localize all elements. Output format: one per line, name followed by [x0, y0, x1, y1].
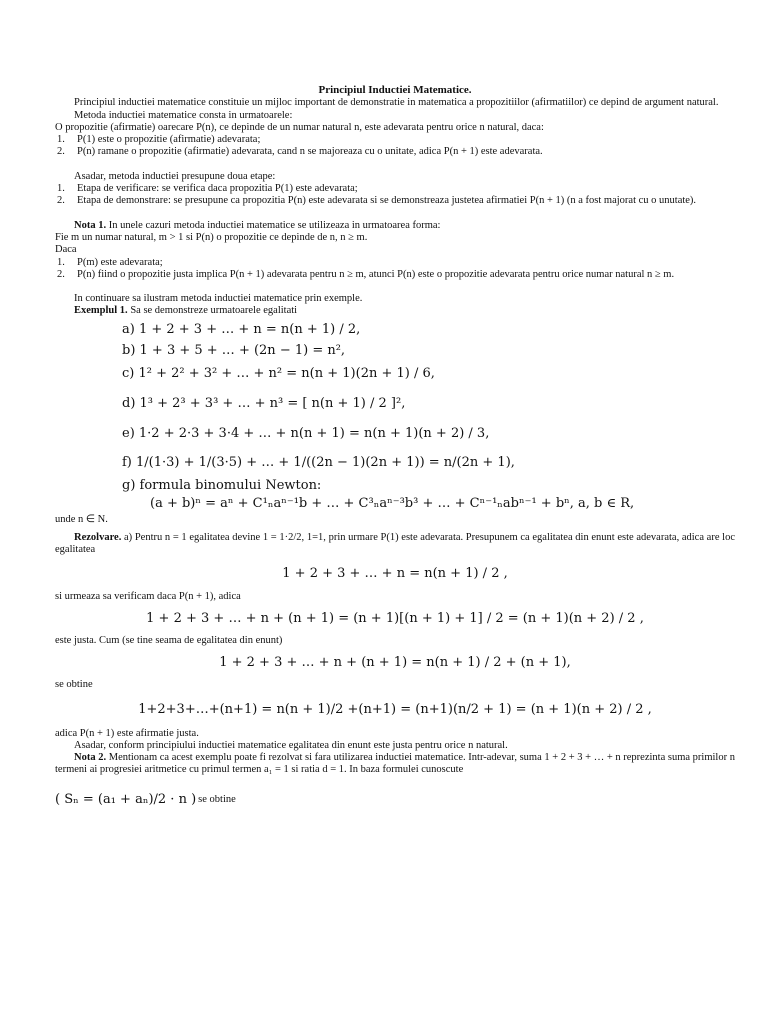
method-list — [55, 134, 735, 159]
example1-heading — [55, 305, 735, 317]
formula-5-row — [55, 777, 735, 807]
method-intro: Metoda inductiei matematice consta in urmatoarele: — [74, 109, 293, 121]
rezolvare-paragraph — [55, 532, 735, 557]
list-item-text: Etapa de verificare: se verifica daca propozitia P(1) este adevarata; — [77, 183, 358, 195]
binomial-formula: (a + b)ⁿ = aⁿ + C¹ₙaⁿ⁻¹b + … + C³ₙaⁿ⁻³b³ + … + Cⁿ⁻¹ₙabⁿ⁻¹ + bⁿ, a, b ∈ R, — [150, 495, 635, 511]
conclusion-line: Asadar, conform principiului inductiei matematice egalitatea din enunt este justa pentru orice n natural. — [74, 739, 508, 751]
equation-b: b) 1 + 3 + 5 + … + (2n − 1) = n², — [122, 342, 346, 358]
nota2-text: Mentionam ca acest exemplu poate fi rezolvat si fara utilizarea inductiei matematice. Intr-adevar, suma 1 + 2 + 3 + … + n reprezinta suma primilor n termeni ai progresiei aritmetice cu primul termen a₁ = 1 si ratia d = 1. In baza formulei cunoscute — [55, 752, 735, 776]
formula-4: 1+2+3+…+(n+1) = n(n + 1)/2 +(n+1) = (n+1)(n/2 + 1) = (n + 1)(n + 2) / 2 , — [138, 701, 652, 717]
text-line: si urmeaza sa verificam daca P(n + 1), adica — [55, 590, 241, 602]
equation-d: d) 1³ + 2³ + 3³ + … + n³ = [ n(n + 1) / 2 ]², — [122, 395, 406, 411]
equation-list — [122, 318, 735, 514]
example1-text: Sa se demonstreze urmatoarele egalitati — [127, 305, 298, 317]
steps-intro: Asadar, metoda inductiei presupune doua etape: — [74, 170, 276, 182]
nota1-paragraph — [55, 220, 735, 232]
equation-g-label: g) formula binomului Newton: — [122, 477, 322, 493]
nota2-label: Nota 2. — [74, 752, 107, 764]
nota1-line2: Fie m un numar natural, m > 1 si P(n) o propozitie ce depinde de n, n ≥ m. — [55, 231, 368, 243]
list-item-text: P(1) este o propozitie (afirmatie) adevarata; — [77, 134, 261, 146]
nota1-daca: Daca — [55, 244, 77, 256]
steps-list — [55, 183, 735, 208]
nota2-paragraph — [55, 752, 735, 777]
list-item: 2. P(n) ramane o propozitie (afirmatie) adevarata, cand n se majoreaza cu o unitate, adica P(n + 1) este adevarata. — [55, 146, 735, 158]
list-item: 1. Etapa de verificare: se verifica daca propozitia P(1) este adevarata; — [55, 183, 735, 195]
list-item: 1. P(1) este o propozitie (afirmatie) adevarata; — [55, 134, 735, 146]
continue-text: In continuare sa ilustram metoda inductiei matematice prin exemple. — [74, 293, 363, 305]
list-item: 2. P(n) fiind o propozitie justa implica P(n + 1) adevarata pentru n ≥ m, atunci P(n) este o propozitie adevarata pentru orice numar natural n ≥ m. — [55, 269, 735, 281]
list-item-text: P(n) ramane o propozitie (afirmatie) adevarata, cand n se majoreaza cu o unitate, adica P(n + 1) este adevarata. — [77, 146, 543, 158]
rezolvare-label: Rezolvare. — [74, 532, 122, 544]
equation-e: e) 1·2 + 2·3 + 3·4 + … + n(n + 1) = n(n + 1)(n + 2) / 3, — [122, 425, 490, 441]
page-title: Principiul Inductiei Matematice. — [318, 84, 472, 96]
text-line: se obtine — [55, 679, 93, 691]
formula-3: 1 + 2 + 3 + … + n + (n + 1) = n(n + 1) / 2 + (n + 1), — [219, 655, 571, 671]
nota1-list — [55, 257, 735, 282]
equation-a: a) 1 + 2 + 3 + … + n = n(n + 1) / 2, — [122, 321, 361, 337]
list-item-text: P(m) este adevarata; — [77, 256, 163, 268]
formula-2: 1 + 2 + 3 + … + n + (n + 1) = (n + 1)[(n + 1) + 1] / 2 = (n + 1)(n + 2) / 2 , — [146, 610, 644, 626]
text-line: se obtine — [198, 794, 236, 806]
rezolvare-text: a) Pentru n = 1 egalitatea devine 1 = 1·2/2, 1=1, prin urmare P(1) este adevarata. Presupunem ca egalitatea din enunt este adevarata, adica are loc egalitatea — [55, 532, 735, 556]
text-line: adica P(n + 1) este afirmatie justa. — [55, 727, 199, 739]
document-page — [55, 84, 735, 807]
equation-c: c) 1² + 2² + 3² + … + n² = n(n + 1)(2n + 1) / 6, — [122, 365, 435, 381]
formula-5: ( Sₙ = (a₁ + aₙ)/2 · n ) — [55, 792, 197, 808]
intro-paragraph: Principiul inductiei matematice constituie un mijloc important de demonstratie in matematica a propozitiilor (afirmatiilor) ce depind de argument natural. — [74, 97, 719, 109]
equation-f: f) 1/(1·3) + 1/(3·5) + … + 1/((2n − 1)(2n + 1)) = n/(2n + 1), — [122, 454, 515, 470]
method-statement: O propozitie (afirmatie) oarecare P(n), ce depinde de un numar natural n, este adevarata pentru orice n natural, daca: — [55, 121, 544, 133]
formula-1: 1 + 2 + 3 + … + n = n(n + 1) / 2 , — [282, 565, 508, 581]
nota1-label: Nota 1. — [74, 219, 107, 231]
list-item: 1. P(m) este adevarata; — [55, 257, 735, 269]
nota1-text: In unele cazuri metoda inductiei matematice se utilizeaza in urmatoarea forma: — [106, 219, 441, 231]
text-line: este justa. Cum (se tine seama de egalitatea din enunt) — [55, 634, 283, 646]
list-item-text: P(n) fiind o propozitie justa implica P(n + 1) adevarata pentru n ≥ m, atunci P(n) este o propozitie adevarata pentru orice numar natural n ≥ m. — [77, 268, 675, 280]
list-item: 2. Etapa de demonstrare: se presupune ca propozitia P(n) este adevarata si se demonstreaza justetea afirmatiei P(n + 1) (n a fost majorat cu o unutate). — [55, 195, 735, 207]
list-item-text: Etapa de demonstrare: se presupune ca propozitia P(n) este adevarata si se demonstreaza justetea afirmatiei P(n + 1) (n a fost majorat cu o unutate). — [77, 195, 697, 207]
example1-label: Exemplul 1. — [74, 305, 128, 317]
unde-line: unde n ∈ N. — [55, 513, 108, 525]
